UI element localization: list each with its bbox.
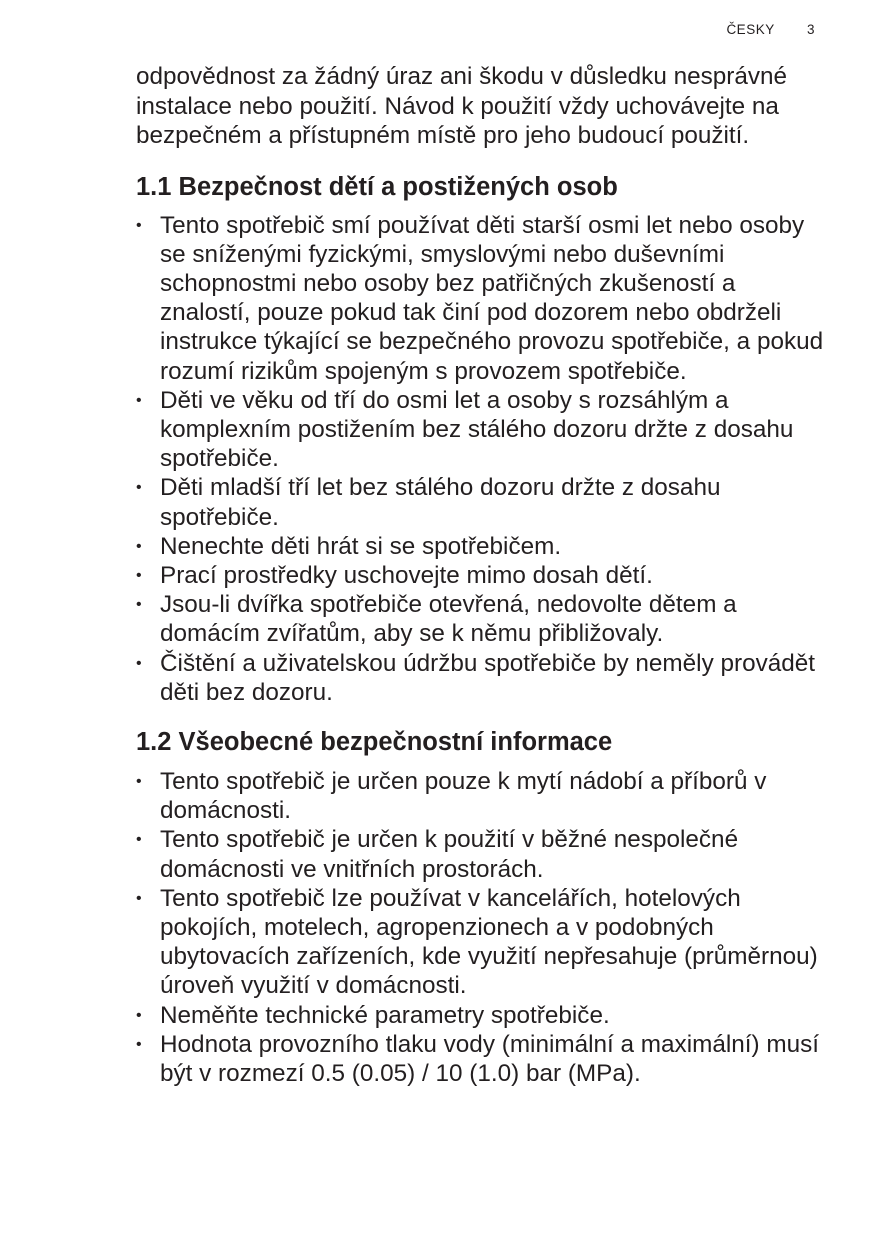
list-item [136,532,826,561]
section-heading-general-safety: 1.2 Všeobecné bezpečnostní informace [136,727,613,756]
list-item [136,386,826,474]
list-item-text: Neměňte technické parametry spotřebiče. [160,1001,610,1029]
list-item-text: Tento spotřebič je určen pouze k mytí nádobí a příborů v domácnosti. [160,767,767,825]
bullet-icon: • [136,566,142,584]
list-item-text: Čištění a uživatelskou údržbu spotřebiče by neměly provádět děti bez dozoru. [160,649,816,706]
bullet-icon: • [136,772,142,790]
list-item-text: Prací prostředky uschovejte mimo dosah dětí. [160,561,653,589]
list-item-text: Hodnota provozního tlaku vody (minimální a maximální) musí být v rozmezí 0.5 (0.05) / 10 (1.0) bar (MPa). [160,1030,819,1087]
intro-paragraph: odpovědnost za žádný úraz ani škodu v důsledku nesprávné instalace nebo použití. Návod k použití vždy uchovávejte na bezpečném a přístupném místě pro jeho budoucí použití. [136,63,788,149]
list-item-text: Tento spotřebič je určen k použití v běžné nespolečné domácnosti ve vnitřních prostorách. [160,826,739,883]
list-item [136,1030,826,1088]
child-safety-list [136,211,826,707]
section-heading-child-safety: 1.1 Bezpečnost dětí a postižených osob [136,172,618,201]
general-safety-list [136,767,826,1088]
bullet-icon: • [136,654,142,672]
bullet-icon: • [136,391,142,409]
list-item [136,211,826,386]
list-item [136,590,826,648]
list-item-text: Děti ve věku od tří do osmi let a osoby s rozsáhlým a komplexním postižením bez stálého dozoru držte z dosahu spotřebiče. [160,386,794,473]
list-item-text: Tento spotřebič lze používat v kancelářích, hotelových pokojích, motelech, agropenzionech a v podobných ubytovacích zařízeních, kde využití nepřesahuje (průměrnou) úroveň využití v domácnosti. [160,884,818,1000]
bullet-icon: • [136,216,142,234]
bullet-icon: • [136,831,142,849]
bullet-icon: • [136,889,142,907]
language-label: ČESKY [726,22,775,37]
list-item [136,473,826,531]
list-item-text: Tento spotřebič smí používat děti starší osmi let nebo osoby se sníženými fyzickými, smyslovými nebo duševními schopnostmi nebo osoby bez patřičných zkušeností a znalostí, pouze pokud tak činí pod dozorem nebo obdrželi instrukce týkající se bezpečného provozu spotřebiče, a pokud rozumí rizikům spojeným s provozem spotřebiče. [160,211,824,385]
page-content [136,62,826,1088]
bullet-icon: • [136,537,142,555]
list-item-text: Jsou-li dvířka spotřebiče otevřená, nedovolte dětem a domácím zvířatům, aby se k němu přibližovaly. [160,591,737,648]
list-item-text: Nenechte děti hrát si se spotřebičem. [160,532,562,560]
list-item [136,767,826,825]
list-item [136,561,826,590]
page-header [0,22,815,37]
list-item-text: Děti mladší tří let bez stálého dozoru držte z dosahu spotřebiče. [160,474,721,531]
bullet-icon: • [136,479,142,497]
list-item [136,649,826,707]
list-item [136,884,826,1001]
bullet-icon: • [136,596,142,614]
list-item [136,1001,826,1030]
page-number: 3 [806,22,815,37]
bullet-icon: • [136,1006,142,1024]
list-item [136,825,826,883]
bullet-icon: • [136,1035,142,1053]
